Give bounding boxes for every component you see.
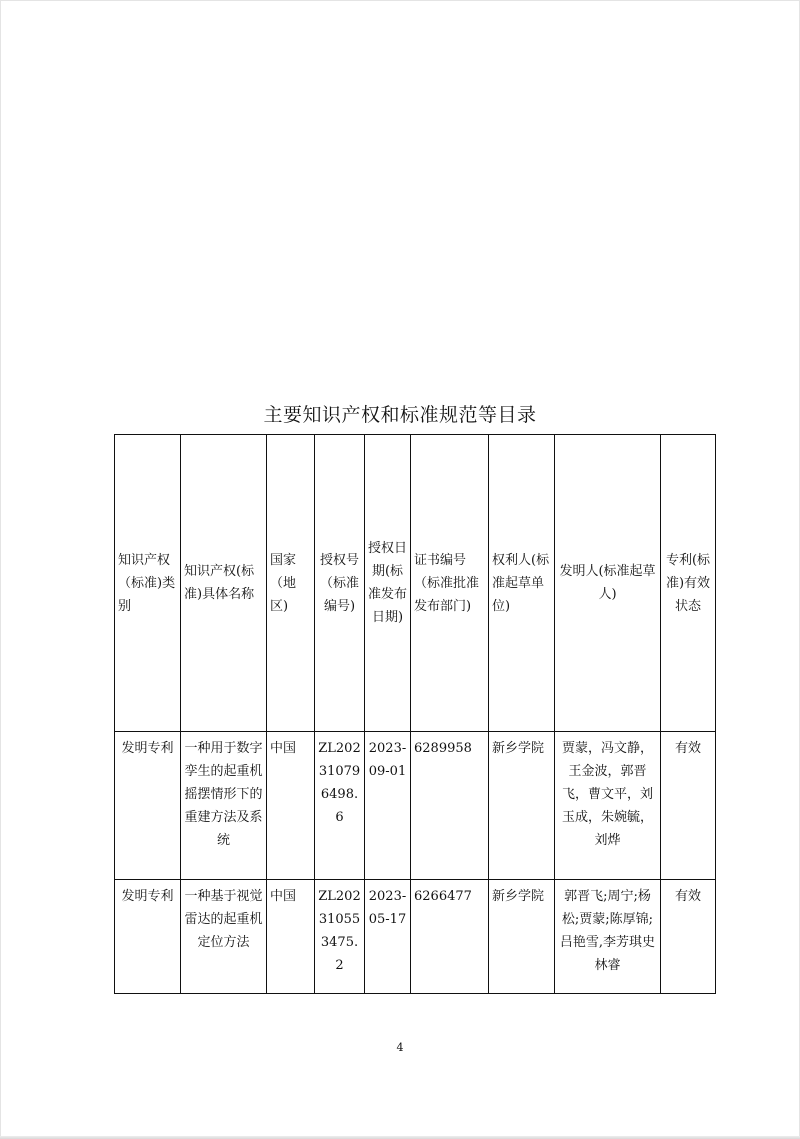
cell-auth-date: 2023-05-17 bbox=[365, 880, 411, 994]
cell-auth-no: ZL202310553475.2 bbox=[315, 880, 365, 994]
header-auth-date: 授权日期(标准发布日期) bbox=[365, 435, 411, 732]
cell-status: 有效 bbox=[661, 880, 716, 994]
header-category: 知识产权（标准)类别 bbox=[115, 435, 181, 732]
ip-standards-table bbox=[114, 434, 716, 994]
page-number: 4 bbox=[396, 1041, 404, 1054]
header-cert-no: 证书编号（标准批准发布部门) bbox=[411, 435, 489, 732]
cell-cert-no: 6289958 bbox=[411, 732, 489, 880]
cell-country: 中国 bbox=[267, 732, 315, 880]
cell-auth-no: ZL202310796498.6 bbox=[315, 732, 365, 880]
header-status: 专利(标准)有效状态 bbox=[661, 435, 716, 732]
cell-status: 有效 bbox=[661, 732, 716, 880]
header-country: 国家（地区) bbox=[267, 435, 315, 732]
cell-name: 一种基于视觉雷达的起重机定位方法 bbox=[181, 880, 267, 994]
cell-name: 一种用于数字孪生的起重机摇摆情形下的重建方法及系统 bbox=[181, 732, 267, 880]
table-row bbox=[115, 732, 716, 880]
cell-cert-no: 6266477 bbox=[411, 880, 489, 994]
cell-holder: 新乡学院 bbox=[489, 880, 555, 994]
table-row bbox=[115, 880, 716, 994]
header-auth-no: 授权号（标准编号) bbox=[315, 435, 365, 732]
cell-category: 发明专利 bbox=[115, 880, 181, 994]
header-holder: 权利人(标准起草单位) bbox=[489, 435, 555, 732]
table-header-row bbox=[115, 435, 716, 732]
cell-country: 中国 bbox=[267, 880, 315, 994]
cell-inventors: 贾蒙，冯文静，王金波，郭晋飞，曹文平，刘玉成，朱婉毓，刘烨 bbox=[555, 732, 661, 880]
cell-category: 发明专利 bbox=[115, 732, 181, 880]
cell-inventors: 郭晋飞;周宁;杨松;贾蒙;陈厚锦;吕艳雪,李芳琪史林睿 bbox=[555, 880, 661, 994]
document-title: 主要知识产权和标准规范等目录 bbox=[263, 404, 537, 426]
header-inventors: 发明人(标准起草人) bbox=[555, 435, 661, 732]
header-name: 知识产权(标准)具体名称 bbox=[181, 435, 267, 732]
cell-holder: 新乡学院 bbox=[489, 732, 555, 880]
cell-auth-date: 2023-09-01 bbox=[365, 732, 411, 880]
